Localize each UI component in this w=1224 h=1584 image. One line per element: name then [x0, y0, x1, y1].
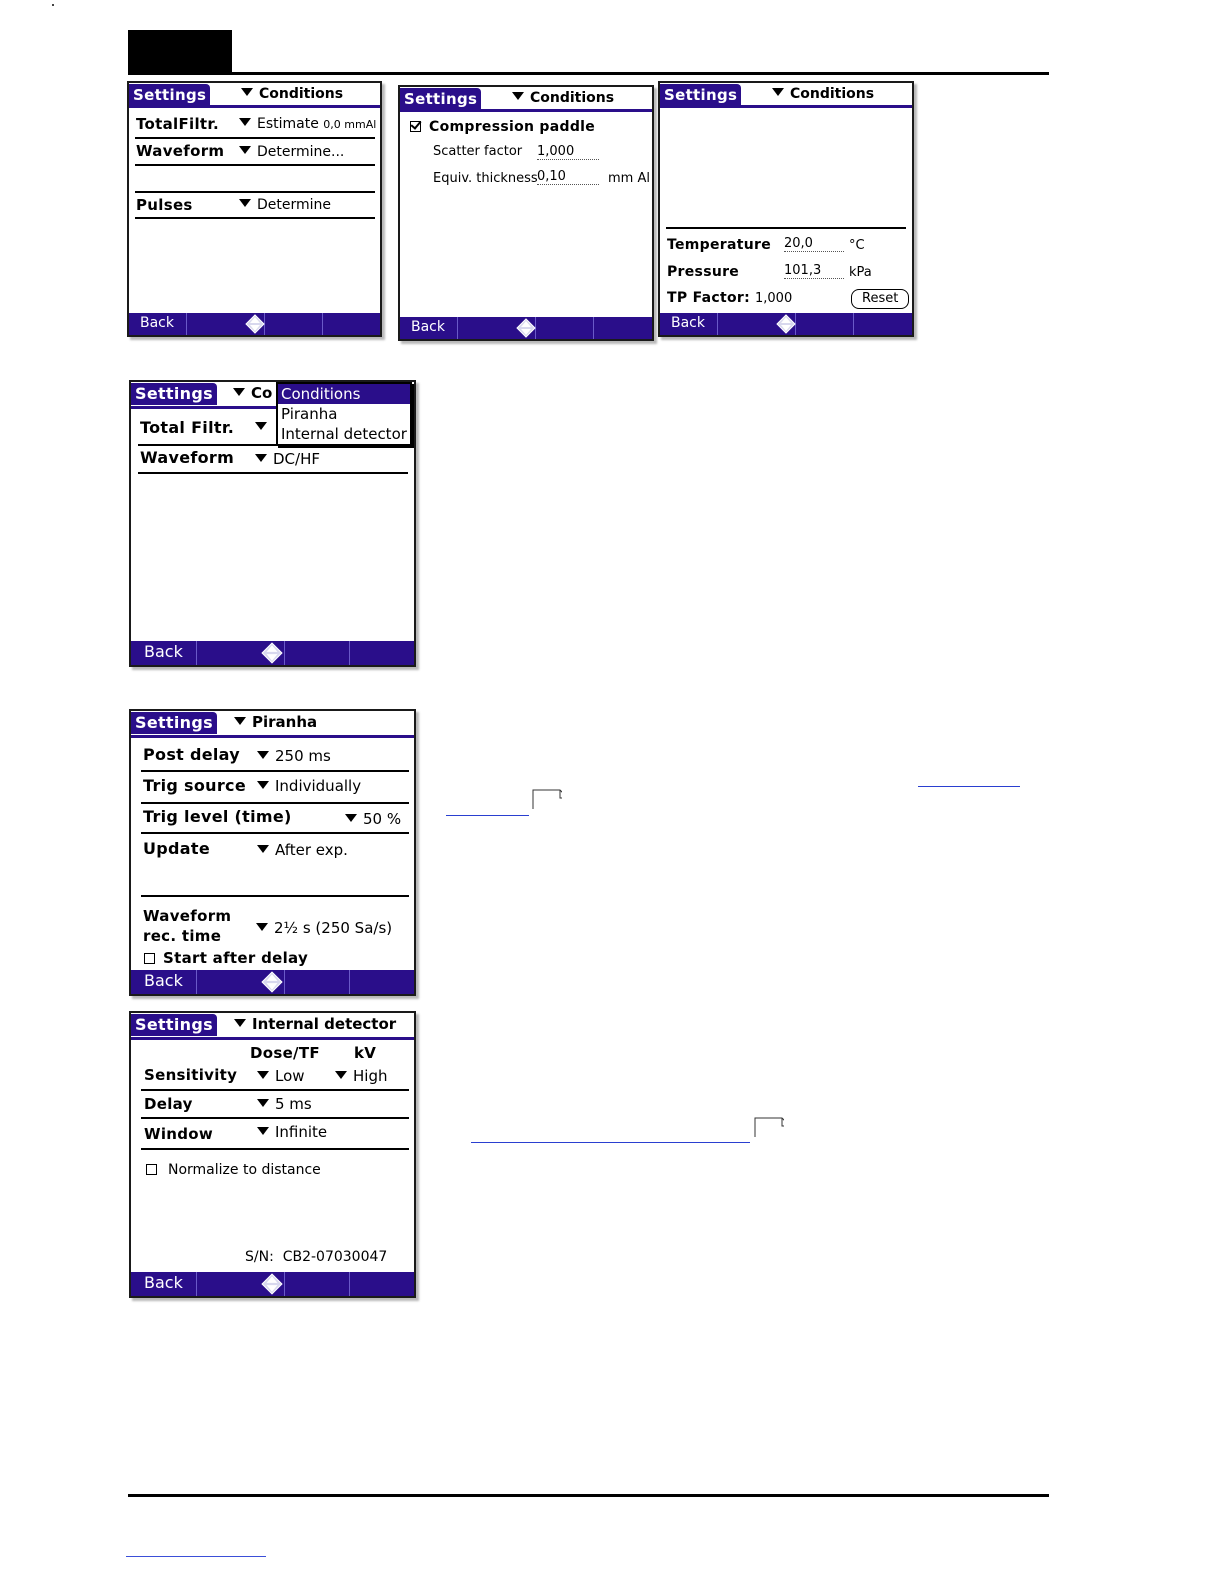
sensitivity-kv-picker[interactable]: High — [335, 1067, 387, 1085]
dropdown-arrow-icon — [345, 814, 357, 822]
pulses-picker[interactable]: Determine — [239, 197, 331, 213]
screen-header — [400, 87, 652, 113]
trig-source-picker[interactable]: Individually — [257, 777, 361, 795]
total-filtr-value: 0,0 mmAl — [323, 118, 377, 131]
window-label: Window — [144, 1125, 214, 1143]
normalize-to-distance-checkbox[interactable]: Normalize to distance — [146, 1162, 321, 1178]
delay-picker[interactable]: 5 ms — [257, 1095, 312, 1113]
dropdown-arrow-icon — [241, 88, 253, 96]
dropdown-arrow-icon — [257, 1127, 269, 1135]
cross-reference-link[interactable] — [446, 815, 529, 816]
settings-conditions-screen-1 — [127, 81, 382, 337]
start-after-delay-checkbox[interactable]: Start after delay — [144, 949, 308, 967]
dropdown-arrow-icon — [256, 923, 268, 931]
pressure-label: Pressure — [667, 264, 740, 280]
dropdown-arrow-icon — [257, 845, 269, 853]
command-bar — [660, 313, 912, 335]
serial-number: S/N: CB2-07030047 — [245, 1249, 388, 1265]
category-picker[interactable]: Co — [233, 383, 272, 403]
settings-title-tab: Settings — [131, 383, 217, 405]
scroll-arrows-icon[interactable] — [776, 314, 796, 334]
page-corner-mark — [52, 4, 54, 6]
equiv-thickness-unit: mm Al — [608, 171, 650, 186]
scatter-factor-label: Scatter factor — [433, 144, 523, 159]
dropdown-arrow-icon — [257, 1099, 269, 1107]
scroll-arrows-icon[interactable] — [245, 314, 265, 334]
settings-title-tab: Settings — [131, 1014, 217, 1036]
total-filtr-picker[interactable]: Estimate 0,0 mmAl — [239, 116, 376, 132]
equiv-thickness-label: Equiv. thickness — [433, 171, 538, 186]
back-button[interactable]: Back — [144, 971, 183, 990]
back-button[interactable]: Back — [140, 315, 174, 331]
pressure-unit: kPa — [849, 265, 872, 280]
menu-item-piranha[interactable]: Piranha — [281, 405, 338, 423]
dropdown-arrow-icon — [234, 717, 246, 725]
page-reference-icon — [532, 789, 562, 809]
scroll-arrows-icon[interactable] — [516, 318, 536, 338]
equiv-thickness-field[interactable]: 0,10 — [537, 169, 599, 185]
scatter-factor-field[interactable]: 1,000 — [537, 144, 599, 160]
delay-label: Delay — [144, 1095, 193, 1113]
waveform-picker[interactable]: DC/HF — [255, 450, 320, 468]
footer-rule — [128, 1494, 1049, 1497]
update-picker[interactable]: After exp. — [257, 841, 348, 859]
category-picker[interactable]: Piranha — [234, 712, 317, 732]
cross-reference-link[interactable] — [471, 1142, 750, 1143]
back-button[interactable]: Back — [671, 315, 705, 331]
settings-internal-detector-screen — [129, 1011, 416, 1298]
dose-tf-column-header: Dose/TF — [250, 1044, 320, 1062]
dropdown-arrow-icon — [255, 454, 267, 462]
waveform-picker[interactable]: Determine... — [239, 144, 344, 160]
settings-conditions-screen-3 — [658, 81, 914, 337]
back-button[interactable]: Back — [144, 642, 183, 661]
dropdown-arrow-icon — [335, 1071, 347, 1079]
kv-column-header: kV — [354, 1044, 377, 1062]
sensitivity-dose-picker[interactable]: Low — [257, 1067, 305, 1085]
settings-conditions-screen-2 — [398, 85, 654, 341]
screen-header — [660, 83, 912, 109]
category-dropdown-menu — [276, 382, 412, 446]
page-header-block — [128, 30, 232, 74]
pulses-label: Pulses — [136, 196, 193, 214]
command-bar — [131, 970, 414, 994]
checkbox-checked-icon — [410, 121, 421, 132]
trig-level-label: Trig level (time) — [143, 807, 292, 826]
dropdown-arrow-icon — [772, 88, 784, 96]
command-bar — [131, 1272, 414, 1296]
command-bar — [129, 313, 380, 335]
post-delay-label: Post delay — [143, 745, 240, 764]
back-button[interactable]: Back — [411, 319, 445, 335]
tp-factor-label: TP Factor: — [667, 290, 750, 306]
settings-piranha-screen — [129, 709, 416, 996]
footer-link[interactable] — [126, 1556, 266, 1557]
settings-title-tab: Settings — [129, 84, 210, 106]
settings-title-tab: Settings — [400, 88, 481, 110]
pressure-field[interactable]: 101,3 — [784, 263, 844, 279]
waveform-rec-time-label: Waveform rec. time — [143, 907, 232, 945]
dropdown-arrow-icon — [257, 751, 269, 759]
dropdown-arrow-icon — [257, 781, 269, 789]
scroll-arrows-icon[interactable] — [261, 1273, 283, 1295]
temperature-label: Temperature — [667, 237, 772, 253]
dropdown-arrow-icon — [233, 388, 245, 396]
total-filtr-label: TotalFiltr. — [136, 115, 219, 133]
header-rule — [128, 72, 1049, 75]
trig-level-picker[interactable]: 50 % — [345, 810, 401, 828]
back-button[interactable]: Back — [144, 1273, 183, 1292]
compression-paddle-checkbox[interactable]: Compression paddle — [410, 119, 595, 135]
category-picker[interactable]: Conditions — [241, 84, 343, 104]
category-picker[interactable]: Conditions — [772, 84, 874, 104]
command-bar — [131, 641, 414, 665]
post-delay-picker[interactable]: 250 ms — [257, 747, 331, 765]
screen-header — [129, 83, 380, 109]
dropdown-arrow-icon — [239, 146, 251, 154]
dropdown-arrow-icon — [257, 1071, 269, 1079]
page-reference-icon — [754, 1117, 784, 1137]
cross-reference-link[interactable] — [918, 786, 1020, 787]
menu-item-internal-detector[interactable]: Internal detector — [281, 425, 407, 443]
checkbox-unchecked-icon — [144, 953, 155, 964]
sensitivity-label: Sensitivity — [144, 1066, 238, 1084]
tp-factor-value: 1,000 — [755, 291, 793, 306]
waveform-label: Waveform — [140, 448, 235, 467]
command-bar — [400, 317, 652, 339]
menu-item-conditions[interactable]: Conditions — [278, 384, 410, 404]
dropdown-arrow-icon — [512, 92, 524, 100]
reset-button[interactable]: Reset — [851, 289, 909, 309]
waveform-label: Waveform — [136, 142, 225, 160]
total-filtr-picker[interactable] — [255, 420, 273, 436]
dropdown-arrow-icon — [239, 118, 251, 126]
dropdown-arrow-icon — [239, 199, 251, 207]
category-picker[interactable]: Conditions — [512, 88, 614, 108]
screen-header — [131, 711, 414, 737]
screen-header — [131, 1013, 414, 1039]
window-picker[interactable]: Infinite — [257, 1123, 327, 1141]
trig-source-label: Trig source — [143, 776, 246, 795]
settings-title-tab: Settings — [131, 712, 217, 734]
dropdown-arrow-icon — [255, 422, 267, 430]
scroll-arrows-icon[interactable] — [261, 642, 283, 664]
total-filtr-label: Total Filtr. — [140, 418, 235, 437]
checkbox-unchecked-icon — [146, 1164, 157, 1175]
temperature-unit: °C — [849, 238, 865, 253]
settings-menu-open-screen — [129, 380, 416, 667]
temperature-field[interactable]: 20,0 — [784, 236, 844, 252]
waveform-rec-time-picker[interactable]: 2½ s (250 Sa/s) — [256, 919, 392, 937]
dropdown-arrow-icon — [234, 1019, 246, 1027]
settings-title-tab: Settings — [660, 84, 741, 106]
update-label: Update — [143, 839, 210, 858]
category-picker[interactable]: Internal detector — [234, 1014, 396, 1034]
scroll-arrows-icon[interactable] — [261, 971, 283, 993]
